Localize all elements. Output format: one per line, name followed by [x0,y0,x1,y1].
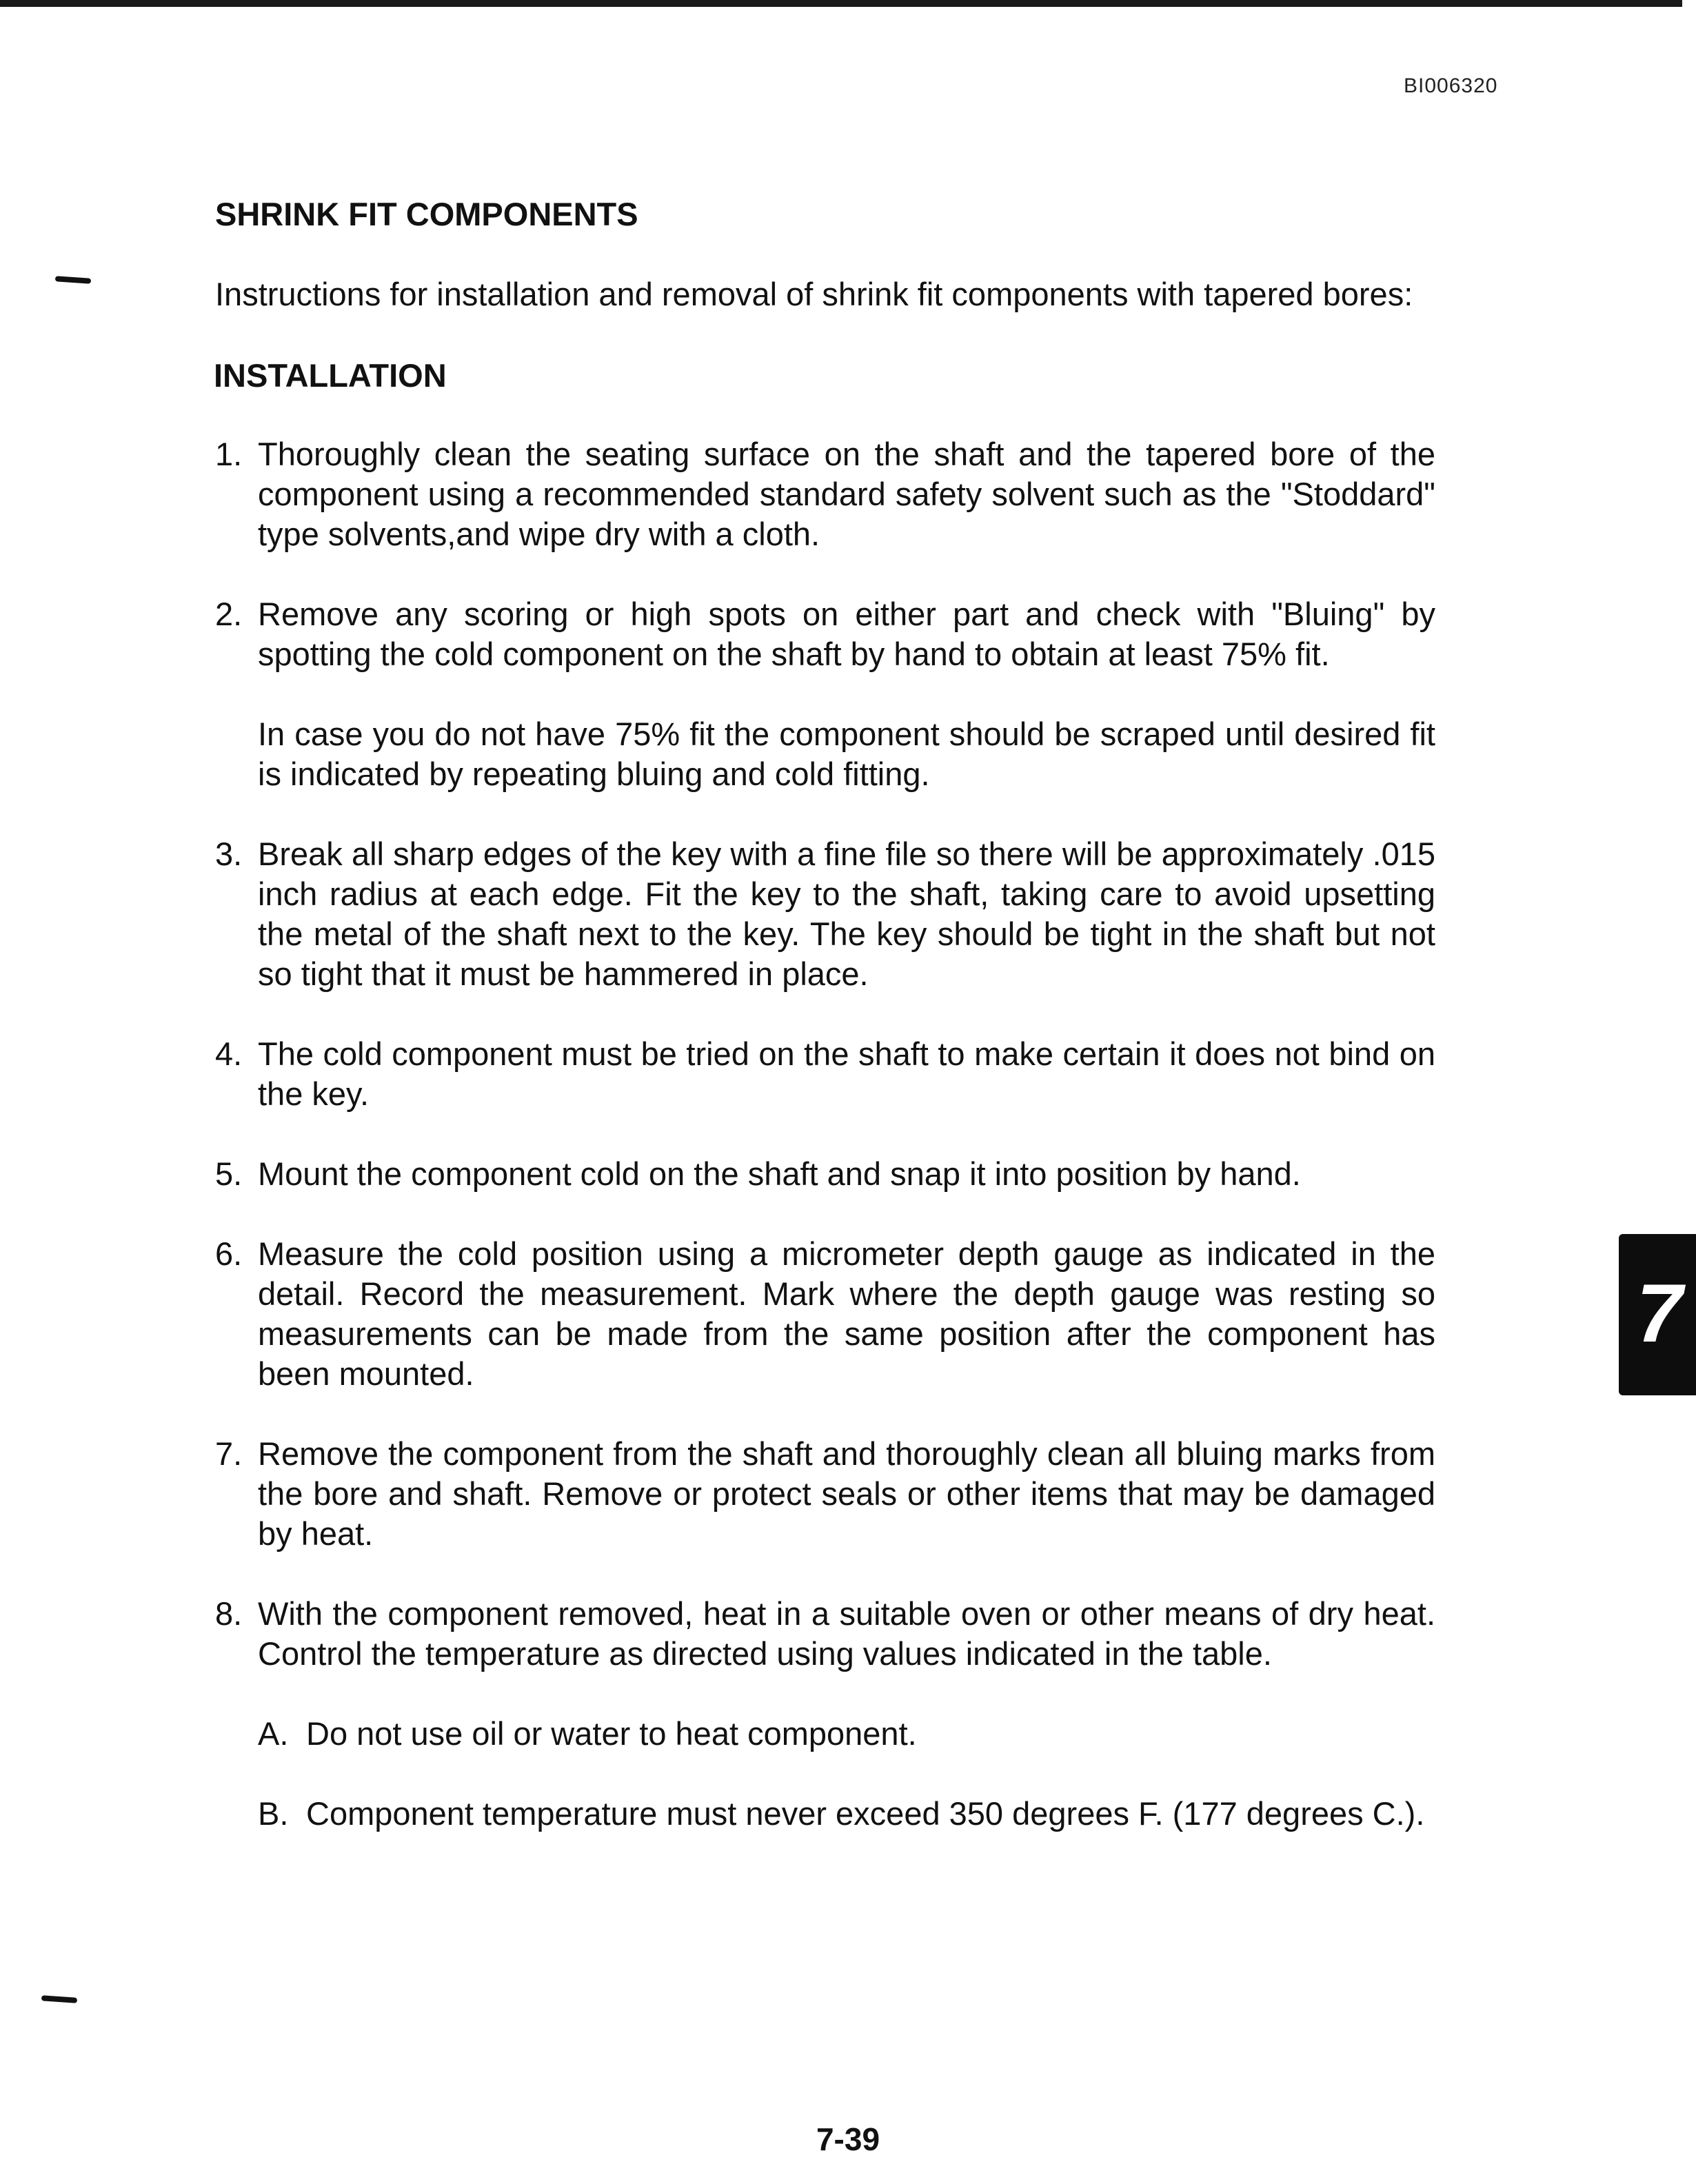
caution-item [258,1794,1435,1834]
step-item [215,1234,1435,1394]
step-text: Measure the cold position using a micrometer depth gauge as indicated in the detail. Record the measurement. Mark where the depth gauge was resting so measurements can be made from the same position after the component has been mounted. [258,1235,1435,1392]
page-number: 7-39 [816,2121,880,2157]
step-text: Thoroughly clean the seating surface on the shaft and the tapered bore of the component using a recommended standard safety solvent such as the "Stoddard" type solvents,and wipe dry with a cloth. [258,436,1435,552]
page-content [215,194,1435,1874]
step-number: 6. [215,1235,243,1272]
step-text: Remove the component from the shaft and thoroughly clean all bluing marks from the bore and shaft. Remove or protect seals or other items that may be damaged by heat. [258,1435,1435,1552]
step-number: 1. [215,436,243,472]
step-text: Mount the component cold on the shaft and snap it into position by hand. [258,1155,1301,1192]
step-number: 5. [215,1155,243,1192]
intro-paragraph: Instructions for installation and removal of shrink fit components with tapered bores: [215,276,1413,312]
step-number: 2. [215,596,243,632]
section-title: SHRINK FIT COMPONENTS [215,196,638,232]
step-number: 3. [215,836,243,872]
caution-letter: B. [258,1795,289,1832]
margin-mark [41,1995,77,2003]
step-item [215,1034,1435,1114]
step-text: The cold component must be tried on the shaft to make certain it does not bind on the key. [258,1035,1435,1112]
heating-cautions [258,1714,1435,1834]
caution-item [258,1714,1435,1754]
installation-heading: INSTALLATION [214,357,447,394]
chapter-tab [1619,1234,1696,1395]
document-id: BI006320 [1404,74,1498,97]
step-number: 8. [215,1595,243,1632]
step-item [215,594,1435,794]
chapter-tab-number: 7 [1636,1267,1683,1359]
caution-text: Do not use oil or water to heat component. [306,1715,917,1752]
step-number: 4. [215,1035,243,1072]
step-text: With the component removed, heat in a suitable oven or other means of dry heat. Control the temperature as directed using values indicated in the table. [258,1595,1435,1672]
caution-text: Component temperature must never exceed 350 degrees F. (177 degrees C.). [306,1795,1425,1832]
step-item [215,1594,1435,1834]
step-item [215,834,1435,994]
installation-steps [215,434,1435,1834]
step-text: In case you do not have 75% fit the component should be scraped until desired fit is indicated by repeating bluing and cold fitting. [258,716,1435,792]
margin-mark [55,276,91,284]
caution-letter: A. [258,1715,289,1752]
step-number: 7. [215,1435,243,1472]
top-rule [0,0,1682,7]
step-item [215,1154,1435,1194]
step-item [215,1434,1435,1554]
step-text: Break all sharp edges of the key with a fine file so there will be approximately .015 inch radius at each edge. Fit the key to the shaft, taking care to avoid upsetting the metal of the shaft next to the key. The key should be tight in the shaft but not so tight that it must be hammered in place. [258,836,1435,992]
step-text: Remove any scoring or high spots on either part and check with "Bluing" by spotting the cold component on the shaft by hand to obtain at least 75% fit. [258,596,1435,672]
step-item [215,434,1435,554]
